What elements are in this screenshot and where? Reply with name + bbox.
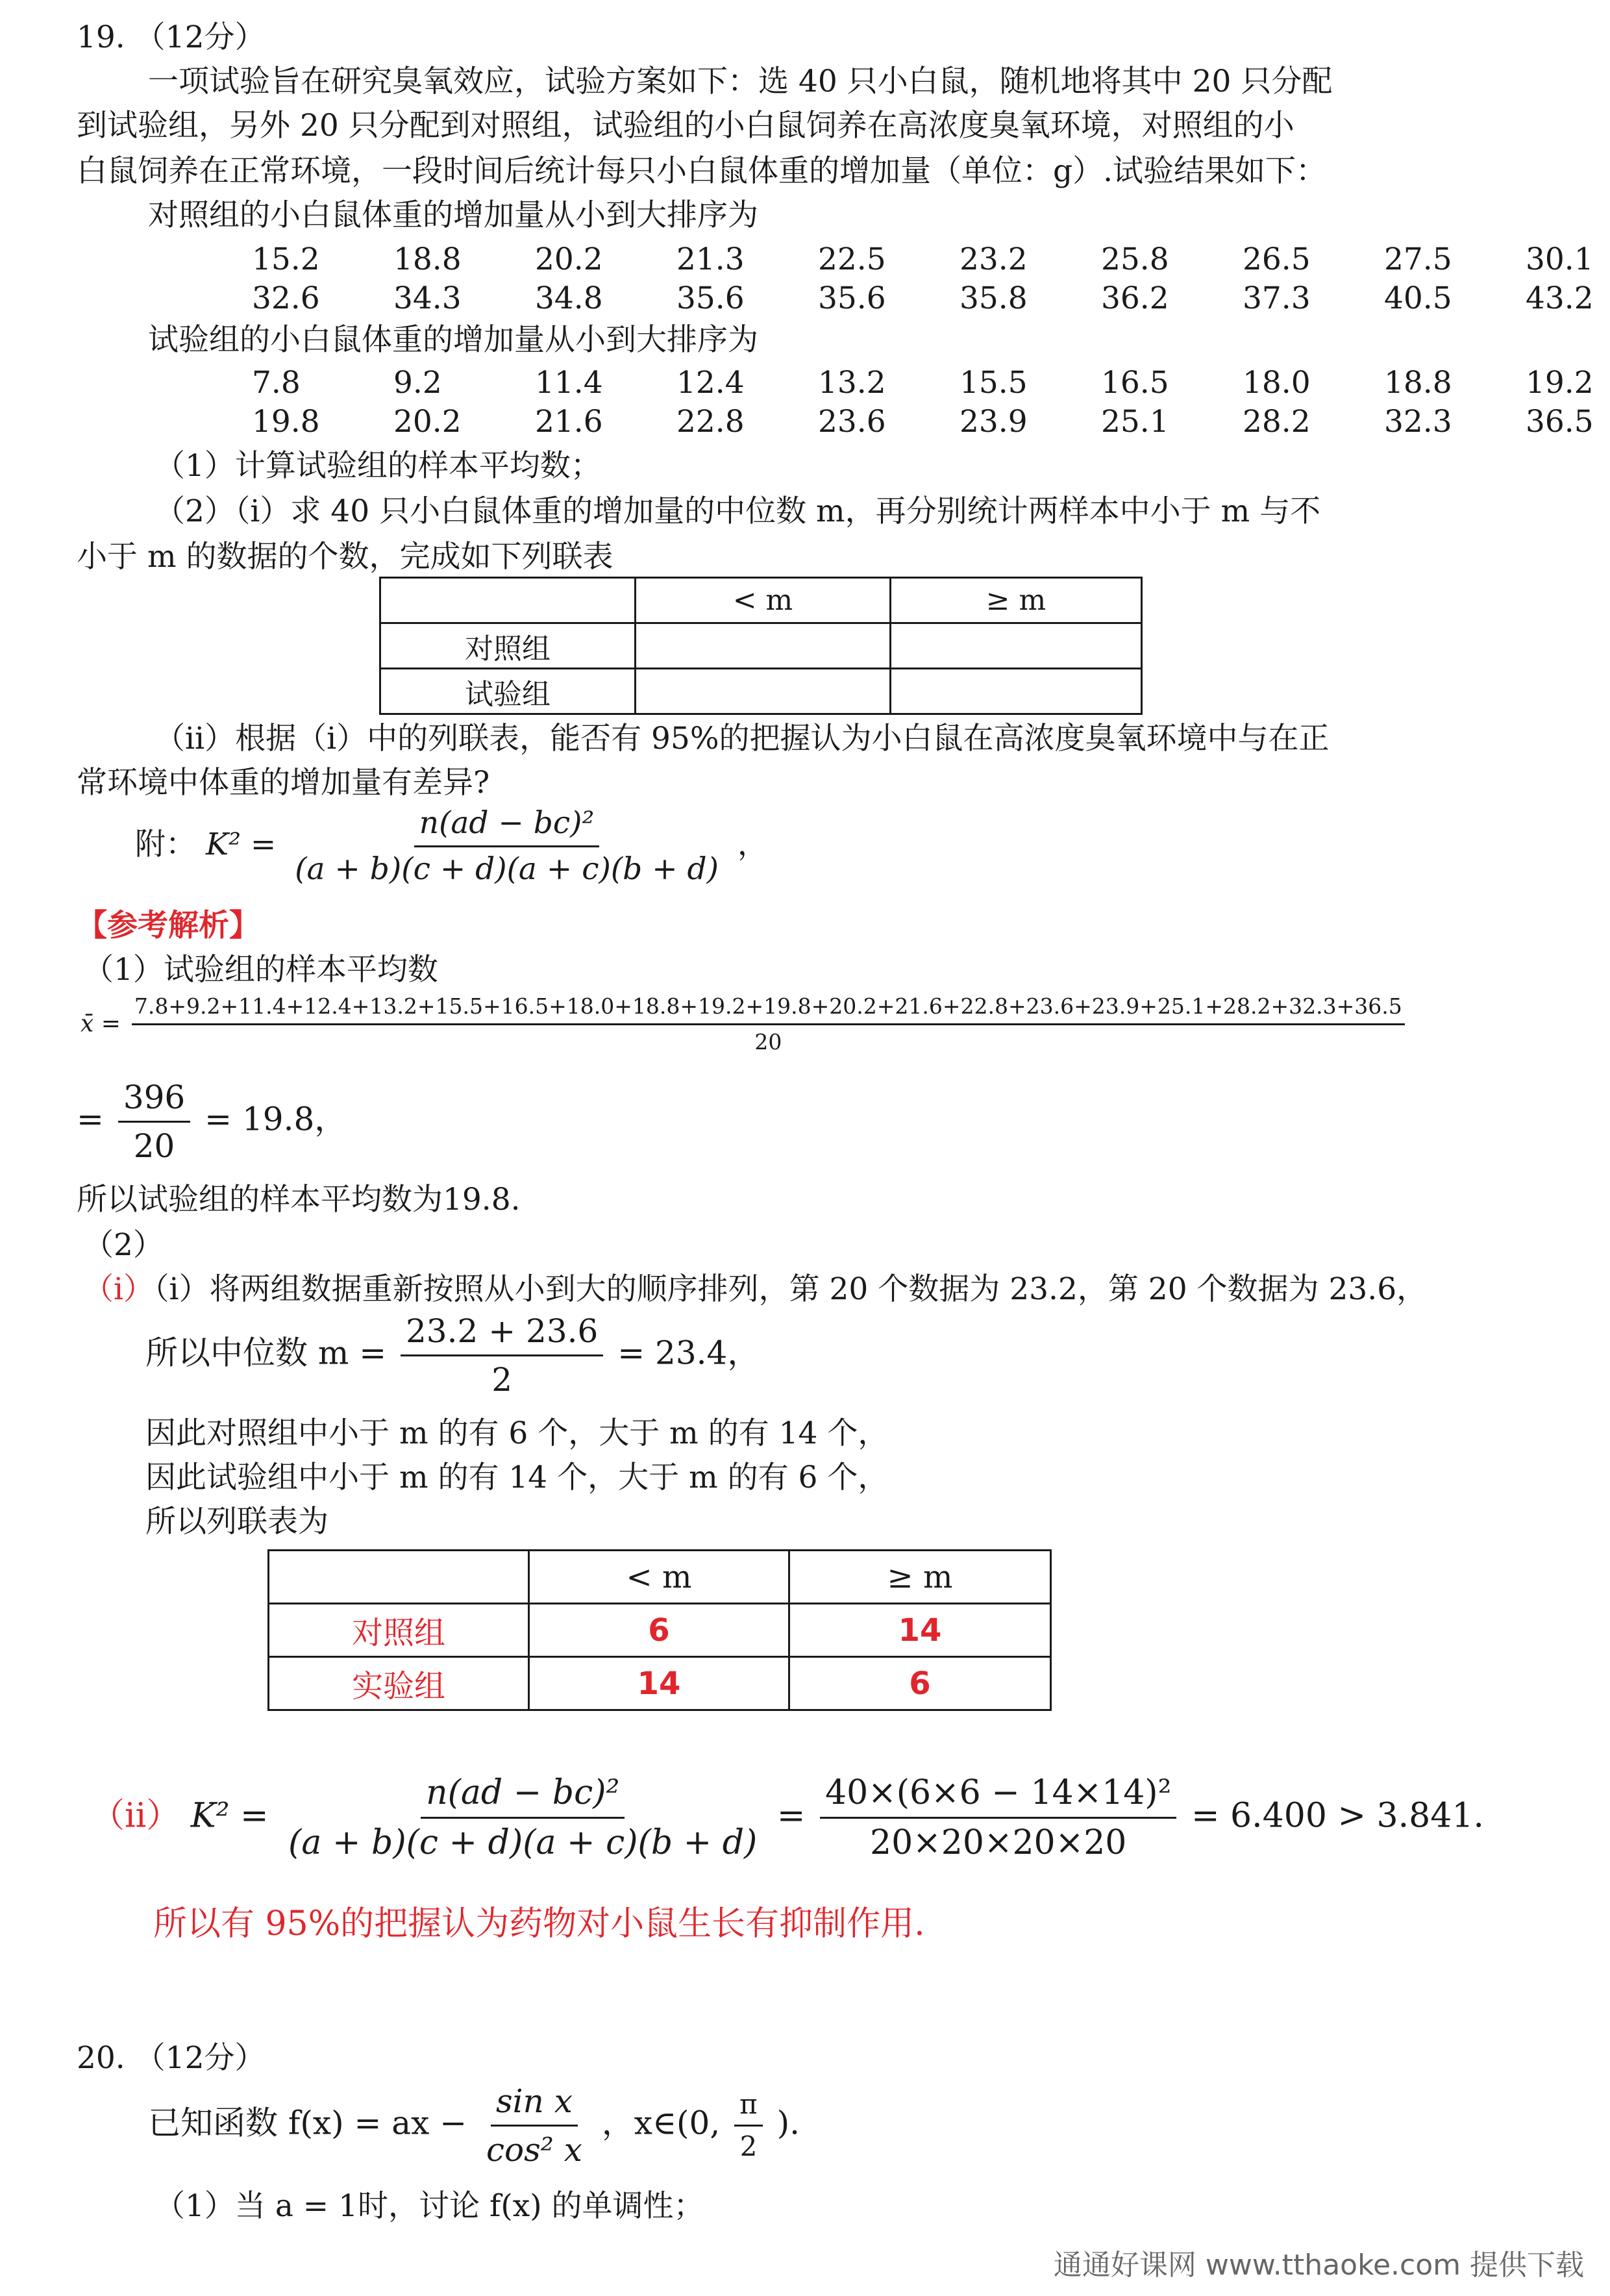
contingency-table-empty [379,577,1143,715]
value: 43.2 [1526,281,1594,316]
control-label: 对照组的小白鼠体重的增加量从小到大排序为 [148,197,758,233]
q19-part2ii-b: 常环境中体重的增加量有差异? [77,765,490,801]
formula-lhs: K² = [205,826,277,862]
appendix-label: 附： [135,826,196,862]
solution-part2-label: （2） [83,1227,164,1263]
table-col-header: ≥ m [789,1551,1051,1604]
test-row-1 [252,365,1610,401]
median-formula [145,1312,760,1399]
given-numerator: sin x [491,2082,578,2127]
median-prefix: 所以中位数 m = [145,1334,387,1372]
formula-denominator: (a + b)(c + d)(a + c)(b + d) [295,851,719,888]
part2i-text: （i）将两组数据重新按照从小到大的顺序排列，第 20 个数据为 23.2，第 20 个数据为 23.6， [154,1271,1428,1307]
value: 18.8 [393,242,462,277]
table-corner-cell [380,578,636,623]
table-col-header: < m [529,1551,789,1604]
fraction-numerator: 396 [118,1078,190,1123]
median-numerator: 23.2 + 23.6 [401,1312,603,1356]
table-cell [891,623,1142,669]
pi-denominator: 2 [739,2130,758,2162]
median-result: = 23.4， [617,1334,760,1372]
mean-fraction [132,993,1405,1054]
solution-conclusion: 所以有 95%的把握认为药物对小鼠生长有抑制作用. [153,1904,925,1943]
value: 20.2 [535,242,603,277]
given-domain-start: ，x∈(0, [601,2104,721,2142]
pi-over-2-fraction [734,2088,763,2164]
table-cell: 14 [789,1604,1051,1657]
mean-denominator: 20 [754,1029,782,1054]
contingency-table-filled [267,1549,1052,1711]
test-row-2 [252,404,1610,440]
q19-head: 19. （12分） [77,19,266,55]
given-prefix: 已知函数 f(x) = ax − [148,2104,467,2142]
k2-denominator: (a + b)(c + d)(a + c)(b + d) [288,1823,758,1863]
value: 19.8 [252,404,320,440]
k2-denominator-values: 20×20×20×20 [870,1823,1127,1863]
q19-stem-3: 白鼠饲养在正常环境，一段时间后统计每只小白鼠体重的增加量（单位：g）.试验结果如下： [77,153,1327,189]
value: 25.1 [1101,404,1169,440]
value: 32.6 [252,281,320,316]
value: 9.2 [393,365,442,401]
table-cell: 6 [789,1657,1051,1710]
value: 25.8 [1101,242,1169,277]
table-cell: 6 [529,1604,789,1657]
value: 20.2 [393,404,462,440]
q20-part1: （1）当 a = 1时，讨论 f(x) 的单调性； [155,2188,704,2224]
value: 34.3 [393,281,462,316]
table-cell [636,623,891,669]
median-denominator: 2 [491,1361,513,1399]
control-row-1 [252,242,1610,278]
value: 15.5 [960,365,1028,401]
table-row-header: 对照组 [380,623,636,669]
value: 15.2 [252,242,320,277]
q19-part2-a: （2）（i）求 40 只小白鼠体重的增加量的中位数 m，再分别统计两样本中小于 m 与不 [155,493,1321,529]
q20-head: 20. （12分） [77,2040,266,2076]
value: 35.8 [960,281,1028,316]
value: 23.2 [960,242,1028,277]
value: 22.5 [818,242,886,277]
mean-result [77,1078,347,1166]
solution-part1-label: （1）试验组的样本平均数 [83,952,438,988]
fraction-result: = 19.8， [204,1100,347,1138]
median-fraction [401,1312,603,1399]
k2-value-fraction [820,1773,1176,1864]
k2-computation [91,1773,1484,1864]
k2-equals: = [776,1796,806,1836]
q19-part2ii-a: （ii）根据（i）中的列联表，能否有 95%的把握认为小白鼠在高浓度臭氧环境中与在正 [155,721,1330,756]
solution-part1-conclusion: 所以试验组的样本平均数为19.8. [77,1182,521,1217]
table-cell [636,669,891,714]
value: 40.5 [1384,281,1452,316]
chi-square-formula [135,805,768,888]
table-row-header: 试验组 [380,669,636,714]
value: 34.8 [535,281,603,316]
q19-part2-b: 小于 m 的数据的个数，完成如下列联表 [77,539,613,575]
k2-numerator: n(ad − bc)² [421,1773,625,1819]
part2i-marker: （i） [83,1271,155,1307]
value: 11.4 [535,365,603,401]
k2-numerator-values: 40×(6×6 − 14×14)² [820,1773,1176,1819]
test-label: 试验组的小白鼠体重的增加量从小到大排序为 [148,322,758,358]
q19-stem-1: 一项试验旨在研究臭氧效应，试验方案如下：选 40 只小白鼠，随机地将其中 20 只分配 [148,64,1333,99]
xbar-symbol: x̄ = [80,1010,121,1038]
formula-fraction [290,805,724,888]
table-col-header: ≥ m [891,578,1142,623]
count-line-1: 因此对照组中小于 m 的有 6 个，大于 m 的有 14 个， [145,1416,889,1451]
value: 27.5 [1384,242,1452,277]
value: 19.2 [1526,365,1594,401]
value: 21.3 [676,242,745,277]
table-corner-cell [269,1551,529,1604]
formula-numerator: n(ad − bc)² [414,805,600,847]
value: 7.8 [252,365,301,401]
value: 35.6 [818,281,886,316]
equals-sign: = [77,1100,104,1138]
count-line-2: 因此试验组中小于 m 的有 14 个，大于 m 的有 6 个， [145,1460,889,1495]
value: 28.2 [1243,404,1311,440]
k2-formula-fraction [283,1773,762,1864]
value: 16.5 [1101,365,1169,401]
value: 23.9 [960,404,1028,440]
given-denominator: cos² x [486,2131,582,2169]
table-row-header: 对照组 [269,1604,529,1657]
value: 37.3 [1243,281,1311,316]
fraction-denominator: 20 [133,1127,175,1165]
k2-symbol: K² = [190,1796,269,1836]
q20-given [148,2082,800,2169]
given-domain-end: ). [776,2104,800,2142]
table-row-header: 实验组 [269,1657,529,1710]
value: 12.4 [676,365,745,401]
value: 36.2 [1101,281,1169,316]
value: 22.8 [676,404,745,440]
mean-simplified-fraction [118,1078,190,1166]
table-intro: 所以列联表为 [145,1504,328,1540]
given-fraction [481,2082,588,2169]
value: 13.2 [818,365,886,401]
value: 35.6 [676,281,745,316]
control-row-2 [252,281,1610,317]
mean-formula [80,993,1409,1054]
pi-numerator: π [734,2088,763,2127]
table-cell [891,669,1142,714]
value: 21.6 [535,404,603,440]
table-col-header: < m [636,578,891,623]
value: 30.1 [1526,242,1594,277]
value: 36.5 [1526,404,1594,440]
value: 32.3 [1384,404,1452,440]
q19-stem-2: 到试验组，另外 20 只分配到对照组，试验组的小白鼠饲养在高浓度臭氧环境，对照组的小 [77,108,1294,144]
value: 26.5 [1243,242,1311,277]
q19-part1: （1）计算试验组的样本平均数； [155,448,601,484]
mean-numerator: 7.8+9.2+11.4+12.4+13.2+15.5+16.5+18.0+18.8+19.2+19.8+20.2+21.6+22.8+23.6+23.9+25.1+28.2+32.3+36.5 [132,993,1405,1025]
value: 18.8 [1384,365,1452,401]
solution-header: 【参考解析】 [77,908,260,943]
formula-tail: ， [737,826,768,862]
table-cell: 14 [529,1657,789,1710]
k2-result: = 6.400 > 3.841. [1191,1796,1484,1836]
value: 18.0 [1243,365,1311,401]
part2ii-marker: （ii） [91,1796,180,1836]
site-footer: 通通好课网 www.tthaoke.com 提供下载 [1053,2249,1584,2282]
value: 23.6 [818,404,886,440]
solution-part2i-line [83,1271,1427,1308]
